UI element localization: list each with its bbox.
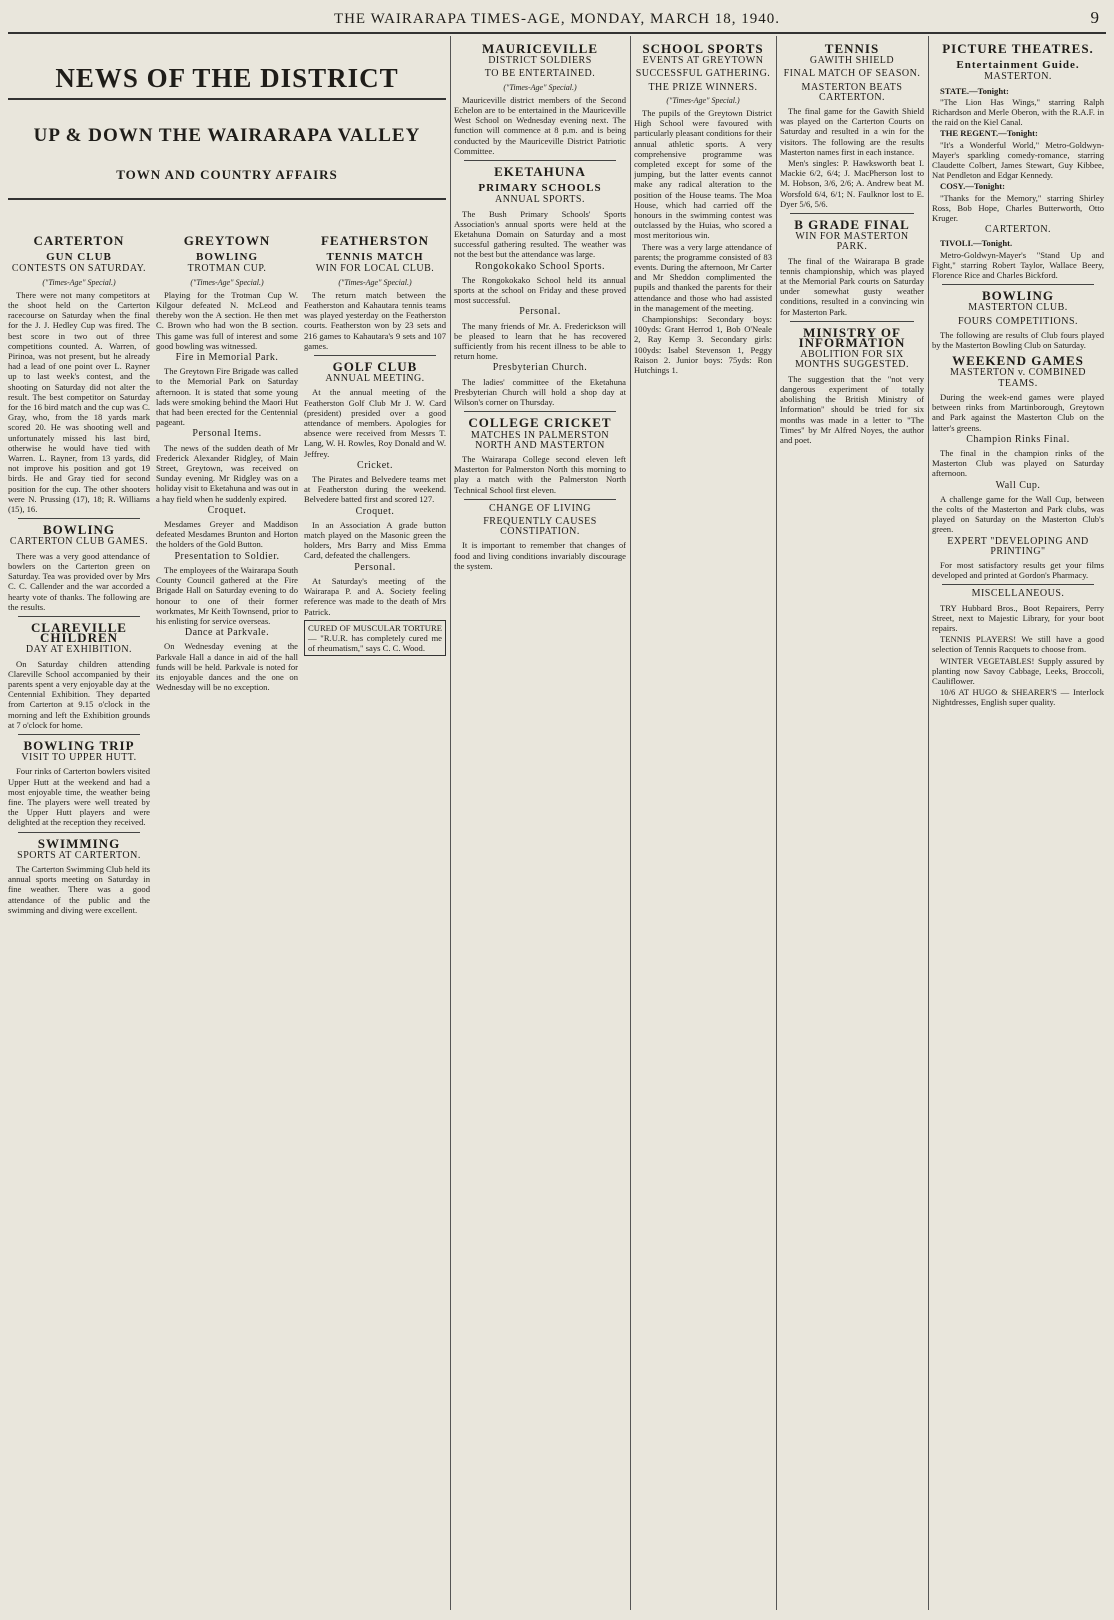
classified-ad: TRY Hubbard Bros., Boot Repairers, Perry Street, next to Majestic Library, for your boot repairs.: [932, 602, 1104, 633]
column-rule: [776, 36, 777, 1610]
section-heading: WEEKEND GAMES: [952, 353, 1084, 369]
banner-section: TOWN AND COUNTRY AFFAIRS: [116, 167, 338, 182]
featherston-column: [304, 230, 446, 1610]
article-body: The Rongokokako School held its annual sports at the school on Friday and these proved most successful.: [454, 274, 626, 306]
item-heading: Rongokokako School Sports.: [475, 260, 605, 272]
section-heading: TENNIS: [824, 41, 880, 56]
article-body: It is important to remember that changes of food and living conditions invariably discourage the system.: [454, 540, 626, 571]
divider: [314, 355, 436, 356]
section-subheading: GAWITH SHIELD: [809, 55, 895, 67]
article-body: Mauriceville district members of the Second Echelon are to be entertained in the Mauriceville West School on Wednesday evening next. The function will commence at 8 p.m. and is being conducted by the Mauriceville District Patriotic Committee.: [454, 94, 626, 156]
section-deck: MASTERTON v. COMBINED TEAMS.: [949, 367, 1087, 389]
item-heading: EXPERT "DEVELOPING AND PRINTING": [947, 535, 1089, 557]
divider: [464, 411, 616, 412]
tennis-column: [780, 38, 924, 1608]
carterton-column: [8, 230, 150, 1610]
theatre-name: TIVOLI.—Tonight.: [940, 238, 1013, 249]
theatre-listing: "The Lion Has Wings," starring Ralph Richardson and Merle Oberon, with the R.A.F. in the raid on the Kiel Canal.: [932, 96, 1104, 128]
divider: [942, 284, 1094, 285]
article-body: The Greytown Fire Brigade was called to the Memorial Park on Saturday afternoon. It is stated that some young lads were smoking behind the Maori Hut that had been erected for the Centennial pageant.: [156, 366, 298, 428]
section-heading: CLAREVILLE CHILDREN: [31, 619, 127, 646]
greytown-column: [156, 230, 298, 1610]
article-body: There were not many competitors at the shoot held on the Carterton racecourse on Saturday when the final for the J. J. Hedley Cup was fired. The best score in two out of three competitions counted. A. Warren, of Pirinoa, was not present, but he already had a lead of one point over L. Rayner up to last week's contest, and the shooting on Saturday did not alter the result. The best competitor on Saturday for the 16 bird match and the cup was C. Gray, who, from the 18 yards mark scored 20. He was shooting well and unfortunately missed his last bird, otherwise he would have tied with Warren. L. Rayner, from 13 yards, did not improve his position and got 19 birds. He and Gray tied for second position for the cup. The other shooters were N. Prussing (17), 18; R. Williams (15), 16.: [8, 289, 150, 515]
special-credit: ("Times-Age" Special.): [338, 277, 412, 287]
section-deck: SPORTS AT CARTERTON.: [17, 849, 141, 861]
column-rule: [630, 36, 631, 1610]
section-deck: TO BE ENTERTAINED.: [484, 68, 596, 80]
banner-subtitle: UP & DOWN THE WAIRARAPA VALLEY: [33, 125, 421, 146]
item-heading: Presentation to Soldier.: [174, 550, 280, 562]
article-body: Four rinks of Carterton bowlers visited Upper Hutt at the weekend and had a most enjoyable time, the weather being fine. The players were well treated by the Upper Hutt players and were delighted at the reception they received.: [8, 766, 150, 828]
classifieds-heading: MISCELLANEOUS.: [971, 588, 1065, 600]
section-subheading: GUN CLUB: [46, 251, 112, 264]
theatre-listing: "It's a Wonderful World," Metro-Goldwyn-Mayer's sparkling comedy-romance, starring Claudette Colbert, James Stewart, Guy Kibbee, Nat Pendleton and Edgar Kennedy.: [932, 139, 1104, 181]
article-body: The final in the champion rinks of the Masterton Club was played on Saturday afternoon.: [932, 447, 1104, 479]
section-subheading: MASTERTON CLUB.: [968, 302, 1068, 314]
item-heading: Presbyterian Church.: [492, 362, 588, 374]
section-deck: CONTESTS ON SATURDAY.: [11, 263, 147, 275]
section-heading: BOWLING: [42, 522, 115, 538]
pictures-column: [932, 38, 1104, 1608]
divider: [464, 160, 616, 161]
divider: [464, 499, 616, 500]
section-deck: FREQUENTLY CAUSES CONSTIPATION.: [483, 515, 597, 538]
item-heading: Personal Items.: [192, 428, 262, 440]
town-heading: CARTERTON.: [984, 224, 1052, 236]
article-body: On Saturday children attending Clareville School accompanied by their parents spent a very enjoyable day at the Centennial Exhibition. They departed from Carterton at 9.15 o'clock in the morning and left the Exhibition grounds at 7 o'clock for home.: [8, 658, 150, 730]
item-heading: Dance at Parkvale.: [184, 627, 270, 639]
theatre-listing: "Thanks for the Memory," starring Shirley Ross, Bob Hope, Charles Butterworth, Otto Kruger.: [932, 192, 1104, 224]
divider: [18, 616, 140, 617]
item-heading: Croquet.: [355, 505, 395, 517]
item-heading: Personal.: [519, 306, 561, 318]
theatre-name: THE REGENT.—Tonight:: [940, 128, 1038, 139]
item-heading: Wall Cup.: [995, 479, 1041, 491]
special-credit: ("Times-Age" Special.): [190, 277, 264, 287]
article-body: Mesdames Greyer and Maddison defeated Mesdames Brunton and Horton the holders of the Gold Button.: [156, 519, 298, 550]
section-deck: ANNUAL SPORTS.: [495, 194, 585, 206]
article-body: The Wairarapa College second eleven left Masterton for Palmerston North this morning to play a match with the Palmerston North Technical School first eleven.: [454, 453, 626, 495]
article-body: On Wednesday evening at the Parkvale Hall a dance in aid of the hall funds will be held. Parkvale is noted for its enjoyable dances and the one on Wednesday will be no exception.: [156, 641, 298, 693]
section-deck: THE PRIZE WINNERS.: [648, 81, 758, 93]
section-heading: SWIMMING: [37, 835, 121, 851]
section-heading: COLLEGE CRICKET: [468, 415, 612, 431]
article-body: The Pirates and Belvedere teams met at Featherston during the weekend. Belvedere batted first and scored 127.: [304, 474, 446, 505]
section-heading: GOLF CLUB: [332, 359, 418, 375]
section-heading: CHANGE OF LIVING: [489, 502, 591, 514]
section-deck: MASTERTON BEATS CARTERTON.: [801, 81, 903, 103]
theatre-name: COSY.—Tonight:: [940, 181, 1006, 192]
section-deck: WIN FOR LOCAL CLUB.: [315, 263, 435, 275]
item-heading: Croquet.: [207, 504, 247, 516]
article-body: At Saturday's meeting of the Wairarapa P. and A. Society feeling reference was made to the death of Mrs Patrick.: [304, 575, 446, 617]
section-deck: CARTERTON CLUB GAMES.: [9, 536, 149, 548]
article-body: At the annual meeting of the Featherston Golf Club Mr J. W. Card (president) presided over a good attendance of members. Apologies for absence were received from Messrs T. Lang, W. H. Rowles, Roy Donald and W. Jeffrey.: [304, 387, 446, 459]
mauriceville-column: [454, 38, 626, 1608]
article-body: The many friends of Mr. A. Frederickson will be pleased to learn that he has recovered sufficiently from his recent illness to be able to return home.: [454, 320, 626, 362]
article-body: The suggestion that the "not very dangerous experiment of totally abolishing the British Ministry of Information" should be tried for six months was made in a letter to "The Times" by Mr Alfred Noyes, the author and poet.: [780, 373, 924, 445]
divider: [790, 321, 914, 322]
classified-ad: WINTER VEGETABLES! Supply assured by planting now Savoy Cabbage, Leeks, Broccoli, Cauliflower.: [932, 655, 1104, 686]
article-body: Men's singles: P. Hawksworth beat I. Mackie 6/2, 6/4; J. MacPherson lost to M. Hobson, 3/6, 2/6; A. Andrew beat M. Worsfold 6/4, 6/1; N. Faulknor lost to E. Dyer 5/6, 5/6.: [780, 158, 924, 209]
special-credit: ("Times-Age" Special.): [666, 95, 740, 105]
section-deck: SUCCESSFUL GATHERING.: [635, 68, 771, 80]
article-body: A challenge game for the Wall Cup, between the colts of the Masterton and Park clubs, was played on Saturday on the Masterton Club's green.: [932, 493, 1104, 535]
item-heading: Champion Rinks Final.: [966, 433, 1070, 445]
column-rule: [450, 36, 451, 1610]
section-subheading: Entertainment Guide.: [956, 59, 1080, 72]
column-rule: [928, 36, 929, 1610]
article-body: In an Association A grade button match played on the Masonic green the holders, Mrs Barry and Miss Emma Card, defeated the challengers.: [304, 519, 446, 561]
section-heading: EKETAHUNA: [494, 164, 586, 180]
section-deck: TROTMAN CUP.: [187, 263, 267, 275]
section-deck: MATCHES IN PALMERSTON NORTH AND MASTERTON: [470, 429, 610, 451]
article-body: The following are results of Club fours played by the Masterton Bowling Club on Saturday.: [932, 329, 1104, 351]
item-heading: Personal.: [354, 561, 396, 573]
item-heading: Fire in Memorial Park.: [175, 352, 279, 364]
section-deck: FOURS COMPETITIONS.: [957, 315, 1079, 327]
special-credit: ("Times-Age" Special.): [42, 277, 116, 287]
town-heading: MASTERTON.: [984, 71, 1052, 83]
section-deck: ABOLITION FOR SIX MONTHS SUGGESTED.: [794, 349, 910, 371]
divider: [18, 734, 140, 735]
section-heading: GREYTOWN: [183, 233, 271, 248]
advertisement: CURED OF MUSCULAR TORTURE — "R.U.R. has completely cured me of rheumatism," says C. C. Wood.: [304, 620, 446, 657]
article-body: The Carterton Swimming Club held its annual sports meeting on Saturday in fine weather. There was a good attendance of the public and the swimming and diving were excellent.: [8, 863, 150, 915]
section-subheading: PRIMARY SCHOOLS: [478, 182, 602, 195]
section-heading: SCHOOL SPORTS: [642, 41, 764, 56]
divider: [18, 518, 140, 519]
divider: [8, 98, 446, 100]
masthead-title: THE WAIRARAPA TIMES-AGE, MONDAY, MARCH 18, 1940.: [333, 10, 781, 27]
theatre-name: STATE.—Tonight:: [940, 85, 1009, 96]
section-subheading: EVENTS AT GREYTOWN: [642, 55, 764, 67]
section-heading: BOWLING TRIP: [23, 737, 135, 753]
article-body: For most satisfactory results get your films developed and printed at Gordon's Pharmacy.: [932, 559, 1104, 581]
divider: [18, 832, 140, 833]
divider: [790, 213, 914, 214]
section-deck: FINAL MATCH OF SEASON.: [783, 68, 921, 80]
school-sports-column: [634, 38, 772, 1608]
article-body: Championships: Secondary boys: 100yds: Grant Herrod 1, Bob O'Neale 2, Ray Kemp 3. Secondary girls: 100yds: Isabel Stevenson 1, Peggy Raison 2. Junior boys: 75yds: Ron Hutchings 1.: [634, 314, 772, 376]
section-deck: WIN FOR MASTERTON PARK.: [795, 231, 909, 253]
newspaper-page: [8, 6, 1106, 1614]
masthead: [8, 6, 1106, 34]
section-heading: MINISTRY OF INFORMATION: [798, 324, 906, 351]
section-subheading: BOWLING: [195, 251, 258, 264]
article-body: The employees of the Wairarapa South County Council gathered at the Fire Brigade Hall on Saturday evening to do honour to one of their former workmates, Mr Keith Townsend, prior to his enlisting for service overseas.: [156, 564, 298, 626]
article-body: The Bush Primary Schools' Sports Association's annual sports were held at the Eketahuna Domain on Saturday and a most successful gathering resulted. The weather was not the best but the attendance was large.: [454, 208, 626, 260]
section-subheading: TENNIS MATCH: [326, 251, 424, 264]
section-heading: CARTERTON: [33, 233, 125, 248]
divider: [8, 198, 446, 200]
article-body: The final game for the Gawith Shield was played on the Carterton Courts on Saturday and resulted in a win for the visitors. The following are the results Masterton names first in each instance.: [780, 106, 924, 157]
article-body: The news of the sudden death of Mr Frederick Alexander Ridgley, of Main Street, Greytown, was received on Sunday evening. Mr Ridgley was on a holiday visit to Eketahuna and was out in a hay field when he suddenly expired.: [156, 442, 298, 504]
section-heading: PICTURE THEATRES.: [942, 41, 1094, 56]
section-deck: ANNUAL MEETING.: [325, 373, 425, 385]
section-heading: BOWLING: [981, 288, 1054, 304]
theatre-listing: Metro-Goldwyn-Mayer's "Stand Up and Fight," starring Robert Taylor, Wallace Beery, Florence Rice and Charles Bickford.: [932, 249, 1104, 281]
article-body: Playing for the Trotman Cup W. Kilgour defeated N. McLeod and thereby won the A section. He then met C. Brown who had won the B section. This game was full of interest and some good bowling was witnessed.: [156, 289, 298, 351]
article-body: The final of the Wairarapa B grade tennis championship, which was played at the Memorial Park courts on Saturday under somewhat gusty weather conditions, resulted in a convincing win for Masterton Park.: [780, 255, 924, 317]
section-deck: VISIT TO UPPER HUTT.: [21, 752, 137, 764]
article-body: The return match between the Featherston and Kahautara tennis teams was played yesterday on the Featherston courts. Featherston won by 23 sets and 216 games to Kahautara's 9 sets and 107 games.: [304, 289, 446, 351]
article-body: During the week-end games were played between rinks from Martinborough, Greytown and Park against the Masterton Club on the latter's greens.: [932, 391, 1104, 433]
banner-title: NEWS OF THE DISTRICT: [55, 63, 399, 93]
page-number: 9: [1090, 8, 1100, 27]
section-heading: MAURICEVILLE: [481, 41, 598, 56]
item-heading: Cricket.: [357, 459, 393, 471]
section-deck: DAY AT EXHIBITION.: [25, 644, 133, 656]
special-credit: ("Times-Age" Special.): [503, 82, 577, 92]
article-body: There was a very large attendance of parents; the programme consisted of 83 events. During the afternoon, Mr Carter and Mr Sheddon complimented the pupils and thanked the parents for their attendance and those who had assisted in the management of the meeting.: [634, 241, 772, 313]
district-banner: [8, 40, 446, 230]
divider: [942, 584, 1094, 585]
classified-ad: TENNIS PLAYERS! We still have a good selection of Tennis Racquets to choose from.: [932, 634, 1104, 655]
article-body: There was a very good attendance of bowlers on the Carterton green on Saturday. Tea was provided over by Mrs C. C. Callender and the war accorded a hearty vote of thanks. The following are the results.: [8, 550, 150, 612]
classified-ad: 10/6 AT HUGO & SHEARER'S — Interlock Nightdresses, English super quality.: [932, 687, 1104, 708]
article-body: The ladies' committee of the Eketahuna Presbyterian Church will hold a shop day at Wilson's corner on Thursday.: [454, 376, 626, 408]
article-body: The pupils of the Greytown District High School were favoured with particularly pleasant conditions for their annual athletic sports. A very comprehensive programme was completed except for some of the jumping, but the latter events cannot make any radical alteration to the position of the House teams. The Moa House, which had carried off the honours in the swimming contest was outclassed by the Huias, who scored a most meritorious win.: [634, 108, 772, 241]
section-heading: B GRADE FINAL: [794, 217, 910, 233]
section-subheading: DISTRICT SOLDIERS: [488, 55, 592, 67]
section-heading: FEATHERSTON: [320, 233, 430, 248]
